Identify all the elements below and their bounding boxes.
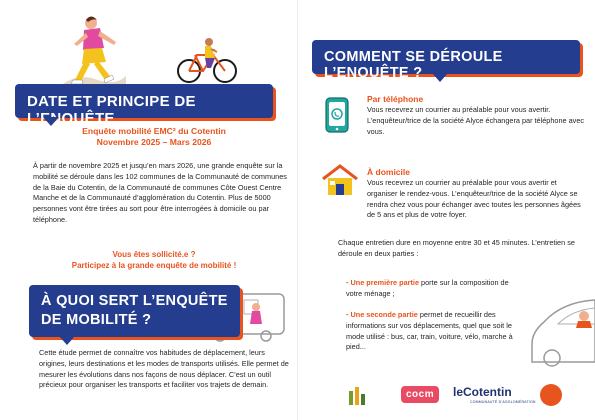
cocm-logo: cocm	[401, 386, 439, 403]
callout-line: Participez à la grande enquête de mobilité !	[71, 261, 237, 270]
part-one-item	[346, 278, 511, 300]
section-heading-purpose	[29, 285, 240, 337]
section-heading-how	[312, 40, 580, 81]
cyclist-illustration	[175, 38, 241, 84]
purpose-paragraph: Cette étude permet de connaître vos habitudes de déplacement, leurs origines, leurs destinations et les modes de transports utilisés. Elle permet de mesurer les évolutions dans nos façons de nous déplacer. C’est un outil précieux pour organiser les transports et faciliter vos trajets de demain.	[39, 348, 289, 390]
page-fold	[297, 0, 298, 420]
walking-person-illustration	[58, 14, 128, 90]
subtitle-dates: Novembre 2025 – Mars 2026	[96, 137, 212, 147]
house-icon	[320, 163, 360, 197]
participation-callout	[20, 249, 288, 271]
intro-paragraph: À partir de novembre 2025 et jusqu’en mars 2026, une grande enquête sur la mobilité se déroule dans les 102 communes de la Communauté de communes de la Baie du Cotentin, de la Communauté de communes Côte Ouest Centre Manche et de la Communauté d’agglomération du Cotentin. Plus de 5000 personnes vont être tirées au sort pour être interrogées à domicile ou par téléphone.	[33, 161, 287, 224]
smartphone-icon	[324, 96, 350, 134]
part-two-highlight: Une seconde partie	[350, 310, 418, 319]
cotentin-logo-subtitle: COMMUNAUTÉ D’AGGLOMÉRATION	[470, 400, 536, 404]
telephone-title: Par téléphone	[367, 94, 424, 104]
bullet-dash: -	[346, 278, 351, 287]
part-two-text: permet de recueillir des informations sur vos déplacements, quel que soit le mode utilisé : bus, car, train, voiture, vélo, marche à pied...	[346, 310, 513, 352]
eco-logo-icon	[345, 385, 371, 407]
heading-text: COMMENT SE DÉROULE L’ENQUÊTE ?	[324, 49, 503, 81]
part-one-text: porte sur la composition de votre ménage ;	[346, 278, 509, 298]
part-one-highlight: Une première partie	[350, 278, 420, 287]
heading-text: À QUOI SERT L’ENQUÊTE	[41, 293, 228, 309]
car-illustration	[528, 292, 595, 372]
partner-logos	[345, 381, 590, 411]
cotentin-logo: leCotentin	[453, 385, 512, 399]
heading-text: DE MOBILITÉ ?	[41, 312, 152, 328]
survey-subtitle	[20, 126, 288, 148]
heading-text: DATE ET PRINCIPE DE L’ENQUÊTE	[27, 93, 196, 127]
telephone-description: Vous recevrez un courrier au préalable pour vous avertir. L’enquêteur/trice de la société Alyce échangera par téléphone avec vous.	[367, 105, 585, 136]
domicile-title: À domicile	[367, 167, 410, 177]
bullet-dash: -	[346, 310, 351, 319]
domicile-description: Vous recevrez un courrier au préalable pour vous avertir et organiser le rendez-vous. L’enquêteur/trice de la société Alyce se rendra chez vous pour échanger avec toutes les personnes âgées de 5 ans et plus de votre foyer.	[367, 178, 581, 220]
circular-logo-icon	[540, 384, 562, 406]
duration-paragraph: Chaque entretien dure en moyenne entre 30 et 45 minutes. L’entretien se déroule en deux parties :	[338, 238, 575, 258]
subtitle-line: Enquête mobilité EMC² du Cotentin	[82, 126, 226, 136]
part-two-item	[346, 310, 528, 353]
section-heading-date	[15, 84, 273, 127]
callout-line: Vous êtes sollicité.e ?	[112, 250, 196, 259]
